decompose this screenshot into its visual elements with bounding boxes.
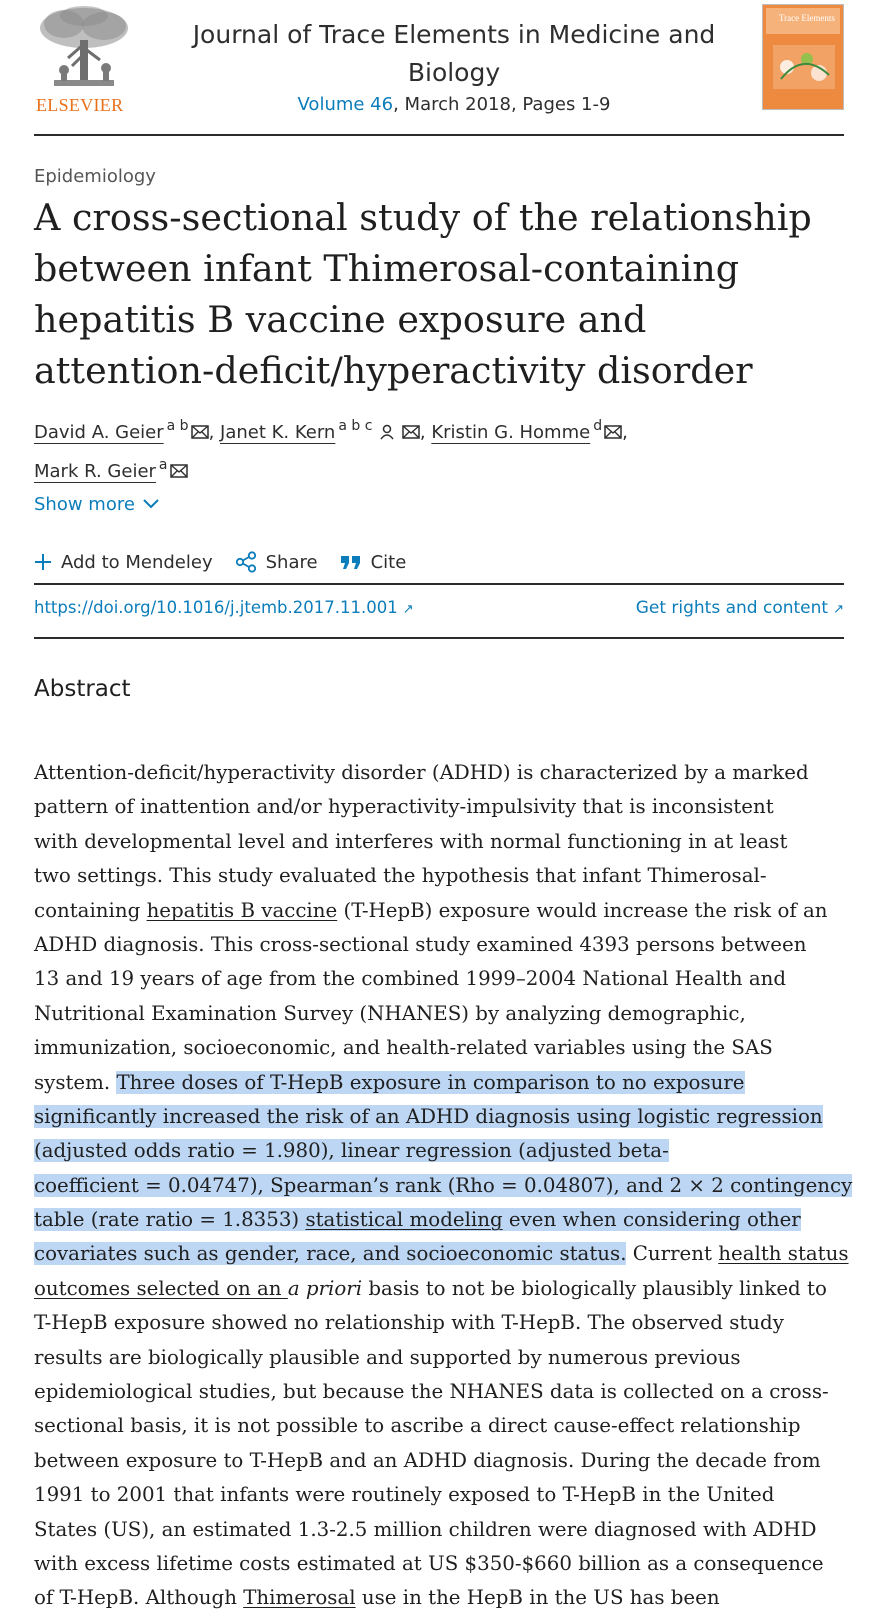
abstract-text: Attention-deficit/hyperactivity disorder (ADHD) is characterized by a marked — [34, 761, 809, 784]
author-name[interactable]: Mark R. Geier — [34, 461, 156, 482]
abstract-line — [34, 1272, 846, 1306]
abstract-term-link[interactable]: statistical modeling — [305, 1208, 503, 1232]
elsevier-wordmark: ELSEVIER — [36, 95, 124, 115]
quote-icon — [340, 553, 362, 571]
abstract-text: results are biologically plausible and supported by numerous previous — [34, 1345, 741, 1369]
author-entry[interactable] — [34, 457, 188, 482]
doi-link-text: https://doi.org/10.1016/j.jtemb.2017.11.001 — [34, 598, 398, 617]
volume-link[interactable]: Volume 46 — [297, 94, 394, 115]
abstract-text: a priori — [287, 1276, 363, 1300]
get-rights-label: Get rights and content — [635, 598, 829, 618]
abstract-line — [34, 928, 846, 962]
author-affiliations: a — [158, 457, 168, 473]
abstract-text: system. — [34, 1070, 117, 1094]
issue-details: , March 2018, Pages 1-9 — [393, 94, 611, 115]
elsevier-tree-icon — [34, 4, 134, 92]
abstract-line — [34, 1375, 846, 1409]
author-entry[interactable] — [431, 418, 622, 443]
chevron-down-icon — [143, 499, 159, 509]
elsevier-logo[interactable] — [34, 4, 138, 116]
email-icon[interactable] — [402, 425, 420, 439]
abstract-text: covariates such as gender, race, and socioeconomic status. — [34, 1242, 627, 1266]
email-icon[interactable] — [170, 464, 188, 478]
external-link-icon: ↗ — [402, 602, 414, 617]
cover-artwork-icon — [773, 45, 835, 89]
article-category: Epidemiology — [34, 166, 156, 187]
abstract-text: pattern of inattention and/or hyperactivity-impulsivity that is inconsistent — [34, 795, 774, 819]
abstract-text: basis to not be biologically plausibly linked to — [362, 1276, 827, 1300]
divider — [34, 583, 844, 585]
abstract-text: significantly increased the risk of an ADHD diagnosis using logistic regression — [34, 1104, 823, 1128]
cover-title: Trace Elements — [779, 13, 835, 23]
abstract-term-link[interactable]: hepatitis B vaccine — [146, 898, 338, 922]
abstract-text: with excess lifetime costs estimated at US $350-$660 billion as a consequence — [34, 1551, 824, 1575]
abstract-text: Nutritional Examination Survey (NHANES) by analyzing demographic, — [34, 1001, 746, 1025]
abstract-text: (adjusted odds ratio = 1.980), linear regression (adjusted beta- — [34, 1139, 669, 1163]
abstract-line — [34, 962, 846, 996]
doi-link[interactable] — [34, 598, 414, 617]
share-icon — [235, 551, 257, 573]
journal-title[interactable]: Journal of Trace Elements in Medicine and Biology — [192, 20, 716, 87]
abstract-line — [34, 1409, 846, 1443]
abstract-text: immunization, socioeconomic, and health-related variables using the SAS — [34, 1036, 773, 1060]
abstract-term-link[interactable]: outcomes selected on an — [34, 1276, 288, 1300]
journal-header — [34, 0, 844, 136]
plus-icon — [34, 553, 52, 571]
abstract-line — [34, 756, 846, 790]
abstract-text: coefficient = 0.04747), Spearman’s rank (Rho = 0.04807), and 2 × 2 contingency — [34, 1173, 853, 1197]
abstract-text: containing — [34, 898, 147, 922]
abstract-line — [34, 1100, 846, 1134]
abstract-line — [34, 1203, 846, 1237]
author-name[interactable]: Janet K. Kern — [220, 422, 336, 443]
external-link-icon: ↗ — [833, 602, 844, 617]
abstract-text: ADHD diagnosis. This cross-sectional study examined 4393 persons between — [34, 932, 807, 956]
abstract-line — [34, 1341, 846, 1375]
abstract-text: T-HepB exposure showed no relationship with T-HepB. The observed study — [34, 1311, 784, 1335]
abstract-term-link[interactable]: health status — [718, 1242, 849, 1266]
abstract-text: even when considering other — [502, 1208, 801, 1232]
abstract-line — [34, 997, 846, 1031]
author-entry[interactable] — [34, 418, 209, 443]
abstract-line — [34, 1306, 846, 1340]
abstract-text: Current — [626, 1242, 719, 1266]
abstract-line — [34, 1444, 846, 1478]
author-affiliations: d — [593, 418, 603, 434]
abstract-text: of T-HepB. Although — [34, 1586, 244, 1610]
abstract-line — [34, 1134, 846, 1168]
journal-cover-thumbnail[interactable] — [762, 4, 844, 110]
person-icon[interactable] — [380, 424, 394, 440]
article-title: A cross-sectional study of the relationship between infant Thimerosal-containing hepatitis B vaccine exposure and attention-deficit/hyperactivity disorder — [34, 196, 812, 392]
abstract-line — [34, 825, 846, 859]
doi-row — [34, 598, 844, 617]
abstract-line — [34, 1066, 846, 1100]
abstract-text: (T-HepB) exposure would increase the risk of an — [337, 898, 828, 922]
abstract-text: 13 and 19 years of age from the combined 1999–2004 National Health and — [34, 967, 787, 991]
abstract-line — [34, 1237, 849, 1271]
abstract-text: sectional basis, it is not possible to ascribe a direct cause-effect relationship — [34, 1414, 801, 1438]
divider — [34, 637, 844, 639]
abstract-text: two settings. This study evaluated the hypothesis that infant Thimerosal- — [34, 864, 767, 888]
author-name[interactable]: David A. Geier — [34, 422, 164, 443]
abstract-line — [34, 1031, 846, 1065]
cite-button[interactable] — [340, 552, 407, 573]
abstract-line — [34, 859, 846, 893]
add-to-mendeley-label: Add to Mendeley — [61, 551, 213, 573]
journal-info — [174, 16, 734, 118]
author-list: David A. Geier $^{a b}$ , Janet K. Kern $^{a b c}$ , Kristin G. Homme $^d$ , Mark R. Geier $^a$ — [34, 418, 628, 482]
abstract-line — [34, 894, 846, 928]
article-toolbar — [34, 544, 844, 580]
abstract-heading: Abstract — [34, 676, 131, 702]
abstract-line — [34, 1513, 846, 1547]
cite-label: Cite — [370, 551, 407, 573]
email-icon[interactable] — [191, 425, 209, 439]
abstract-body — [34, 756, 853, 1616]
abstract-term-link[interactable]: Thimerosal — [243, 1586, 356, 1610]
show-more-label: Show more — [34, 494, 135, 515]
abstract-line — [34, 1581, 846, 1615]
author-affiliations: a b — [166, 418, 189, 434]
abstract-line — [34, 790, 846, 824]
abstract-text: use in the HepB in the US has been — [355, 1586, 720, 1610]
abstract-line — [34, 1547, 846, 1581]
get-rights-link[interactable] — [636, 598, 844, 618]
abstract-text: 1991 to 2001 that infants were routinely exposed to T-HepB in the United — [34, 1483, 775, 1507]
journal-issue — [174, 92, 734, 118]
author-affiliations: a b c — [338, 418, 373, 434]
email-icon[interactable] — [604, 425, 622, 439]
author-entry[interactable] — [220, 418, 420, 443]
show-more-button[interactable] — [34, 494, 159, 515]
abstract-line — [34, 1478, 846, 1512]
abstract-text: epidemiological studies, but because the NHANES data is collected on a cross- — [34, 1380, 829, 1404]
share-label: Share — [265, 551, 318, 573]
abstract-text: with developmental level and interferes with normal functioning in at least — [34, 829, 788, 853]
abstract-text: Three doses of T-HepB exposure in comparison to no exposure — [116, 1070, 745, 1094]
author-name[interactable]: Kristin G. Homme — [431, 422, 591, 443]
share-button[interactable] — [235, 551, 318, 573]
abstract-text: table (rate ratio = 1.8353) — [34, 1208, 306, 1232]
abstract-line — [34, 1169, 853, 1203]
abstract-text: between exposure to T-HepB and an ADHD diagnosis. During the decade from — [34, 1448, 821, 1472]
abstract-text: States (US), an estimated 1.3-2.5 million children were diagnosed with ADHD — [34, 1517, 817, 1541]
add-to-mendeley-button[interactable] — [34, 552, 213, 573]
